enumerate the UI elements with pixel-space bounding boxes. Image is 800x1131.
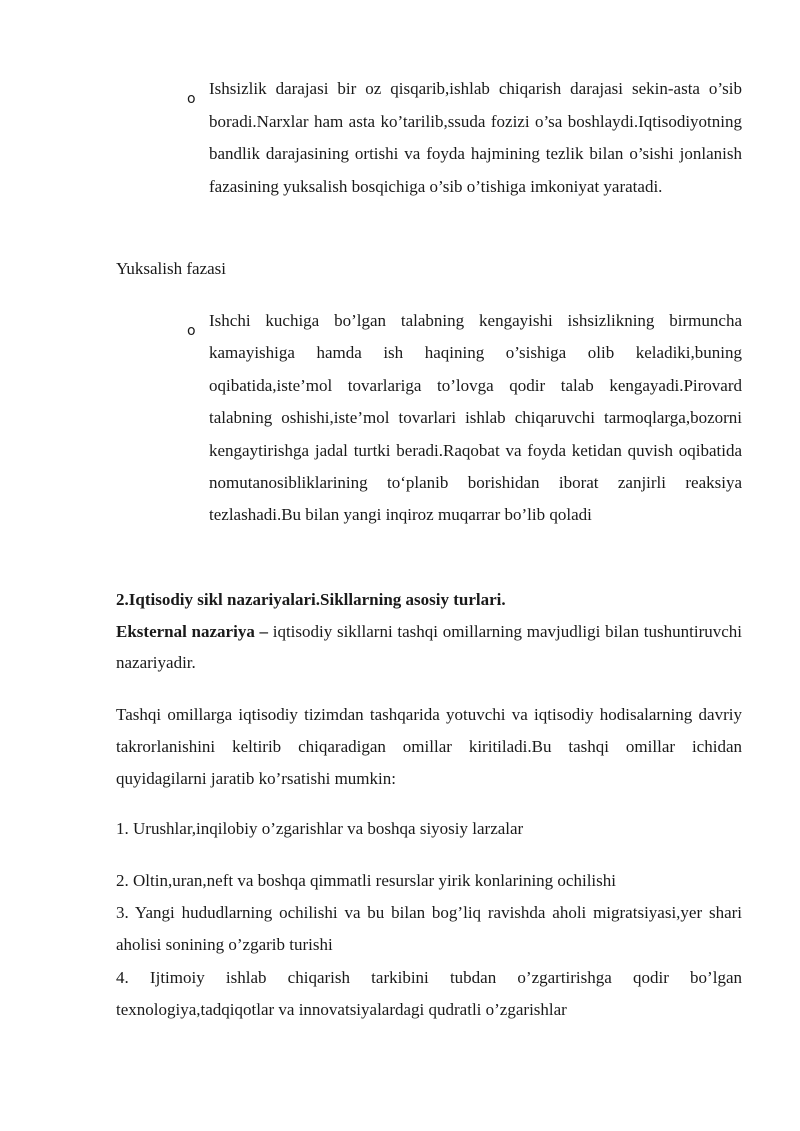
bullet-marker: o [187,91,196,107]
external-theory-definition: iqtisodiy sikllarni tashqi omillarning mavjudligi bilan tushuntiruvchi nazariyadir. [116,622,742,672]
external-theory-term: Eksternal nazariya – [116,622,269,641]
external-theory-paragraph [116,616,742,678]
factor-item: 3. Yangi hududlarning ochilishi va bu bilan bog’liq ravishda aholi migratsiyasi,yer shari aholisi sonining o’zgarib turishi [116,903,742,954]
section-heading: 2.Iqtisodiy sikl nazariyalari.Sikllarning asosiy turlari. [116,590,506,609]
external-factors-intro: Tashqi omillarga iqtisodiy tizimdan tashqarida yotuvchi va iqtisodiy hodisalarning davriy takrorlanishini keltirib chiqaradigan omillar kiritiladi.Bu tashqi omillar ichidan quyidagilarni jaratib ko’rsatishi mumkin: [116,705,742,788]
phase-heading: Yuksalish fazasi [116,259,227,278]
factor-item: 4. Ijtimoiy ishlab chiqarish tarkibini tubdan o’zgartirishga qodir bo’lgan texnologiya,tadqiqotlar va innovatsiyalardagi qudratli o’zgarishlar [116,968,742,1019]
bullet-marker: o [187,323,196,339]
factor-item: 1. Urushlar,inqilobiy o’zgarishlar va boshqa siyosiy larzalar [116,819,524,838]
bullet-text: Ishchi kuchiga bo’lgan talabning kengayishi ishsizlikning birmuncha kamayishiga hamda ish haqining o’sishiga olib keladiki,buning oqibatida,iste’mol tovarlariga to’lovga qodir talab kengayadi.Pirovard talabning oshishi,iste’mol tovarlari ishlab chiqaruvchi tarmoqlarga,bozorni kengaytirishga jadal turtki beradi.Raqobat va foyda ketidan quvish oqibatida nomutanosibliklarining toʻplanib borishidan iborat zanjirli reaksiya tezlashadi.Bu bilan yangi inqiroz muqarrar bo’lib qoladi [209,311,742,525]
factor-item: 2. Oltin,uran,neft va boshqa qimmatli resurslar yirik konlarining ochilishi [116,871,616,890]
bullet-text: Ishsizlik darajasi bir oz qisqarib,ishlab chiqarish darajasi sekin-asta o’sib boradi.Narxlar ham asta ko’tarilib,ssuda fozizi o’sa boshlaydi.Iqtisodiyotning bandlik darajasining ortishi va foyda hajmining tezlik bilan o’sishi jonlanish fazasining yuksalish bosqichiga o’sib o’tishiga imkoniyat yaratadi. [209,79,742,196]
bullet-item-recovery [187,73,742,203]
bullet-item-expansion [187,305,742,532]
